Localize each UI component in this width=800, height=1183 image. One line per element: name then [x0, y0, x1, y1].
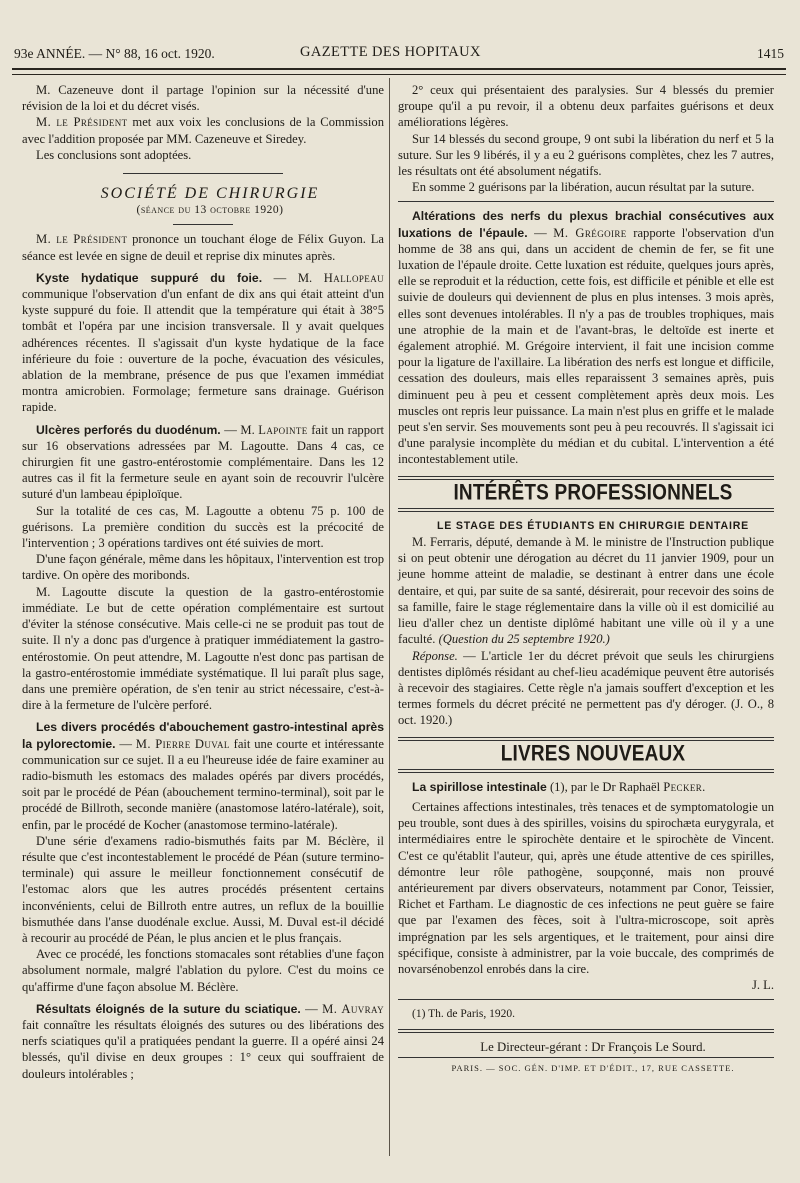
column-divider [389, 78, 390, 1156]
separator-rule [398, 999, 774, 1000]
continued-paragraph-1: 2° ceux qui présentaient des paralysies. Sur 4 blessés du premier groupe qu'il a pu revoir, il a obtenu deux parfaites guérisons et deux améliorations légères. [398, 83, 774, 130]
spiri-paragraph: Certaines affections intestinales, très tenaces et de symptomatologie un peu trouble, sont dues à des spirilles, voisins du spirochæta eurygyrala, et intermédiaires entre le spirochète dentaire et le spirochète de Vincent. C'est ce qu'établit l'auteur, qui, après une étude attentive de ces spirilles, démontre leur rôle pathogène, soupçonné, mais non prouvé antérieurement par divers observateurs, notamment par Conor, Teissier, Richet et Fartham. Le diagnostic de ces infections ne peut guère se faire que par l'examen des fèces, soit à l'ultra-microscope, soit après imprégnation par les sels argentiques, et le traitement, pour ainsi dire spécifique, consiste à administrer, par la voie buccale, des comprimés de novarsénobenzol enrobés dans la cire. [398, 799, 774, 976]
right-column [398, 82, 774, 1076]
page-header [14, 44, 784, 66]
issue-info: 93e ANNÉE. — N° 88, 16 oct. 1920. [14, 46, 215, 61]
header-rule [12, 68, 786, 75]
separator-rule [398, 1057, 774, 1058]
divers-paragraph-2: D'une série d'examens radio-bismuthés faits par M. Béclère, il résulte que c'est incontestablement le procédé de Péan (suture termino-terminale) qui assure le meilleur fonctionnement consécutif de l'estomac alors que les autres procédés présentent certains inconvénients, celui de Billroth entre autres, un reflux de la bouillie bismuthée dans l'anse duodénale exclue. Aussi, M. Duval est-il décidé à recourir au procédé de Péan, le plus ancien et le plus français. [22, 833, 384, 945]
ulceres-paragraph-3: D'une façon générale, même dans les hôpitaux, l'intervention est trop tardive. On opère des moribonds. [22, 552, 384, 583]
gerant-line: Le Directeur-gérant : Dr François Le Sourd. [480, 1039, 706, 1054]
president-paragraph: M. le Président prononce un touchant éloge de Félix Guyon. La séance est levée en signe de deuil et reprise dix minutes après. [22, 232, 384, 263]
section-rule [398, 769, 774, 773]
society-title: SOCIÉTÉ DE CHIRURGIE [100, 185, 320, 203]
section-rule [398, 508, 774, 512]
ulceres-paragraph-2: Sur la totalité de ces cas, M. Lagoutte a obtenu 75 p. 100 de guérisons. La première condition du succès est la précocité de l'intervention ; 3 opérations tardives ont été suivies de mort. [22, 503, 384, 551]
separator-rule [173, 224, 233, 225]
livres-title: LIVRES NOUVEAUX [500, 741, 686, 767]
spiri-signature: J. L. [751, 978, 774, 993]
resultats-paragraph: Résultats éloignés de la suture du sciatique. — M. Auvray fait connaître les résultats éloignés des sutures ou des libérations des nerfs sciatiques qu'il a pratiquées pendant la guerre. Il a opéré ainsi 24 blessés, qu'il divise en deux groupes : 1° ceux qui souffraient de douleurs intolérables ; [22, 1001, 385, 1081]
section-rule [398, 476, 774, 480]
ulceres-title: Ulcères perforés du duodénum. [36, 422, 221, 437]
alterations-paragraph: Altérations des nerfs du plexus brachial consécutives aux luxations de l'épaule. — M. Grégoire rapporte l'observation d'un homme de 38 ans qui, dans un accident de chemin de fer, se fit une luxation de l'épaule droite. Cette luxation est réduite, quelques jours après, elle se reproduit et la réduction, cette fois, est difficile et pénible et elle est suivie de douleurs qui deviennent de plus en plus intenses. 3 mois après, elles sont devenues intolérables. Il n'y a pas de troubles trophiques, mais une atrophie de la main et de l'avant-bras, le deltoïde est inerte et également atrophié. M. Grégoire intervient, il fait une incision comme pour la ligature de l'axillaire. La libération des nerfs est longue et difficile, cessation des douleurs, mais elles reparaissent 3 semaines après, puis diminuent peu à peu et cessent complètement après deux mois. Les muscles ont repris leur puissance. La main n'est plus en griffe et le malade peut s'en servir. Ses mouvements sont peu à peu recouvrés. Il s'agissait ici d'une paralysie incomplète du médian et du cubital. L'intervention a été incontestablement utile. [398, 209, 775, 467]
kyste-paragraph: Kyste hydatique suppuré du foie. — M. Hallopeau communique l'observation d'un enfant de dix ans qui était atteint d'un kyste suppuré du foie. Il attendit que la température qui était à 38°5 tombât et l'opéra par une incision transversale. Il y avait quelques adhérences récentes. Il s'agissait d'un kyste hydatique de la face inférieure du foie : ouverture de la poche, évacuation des vésicules, ablation de la membrane, présence de pus que l'examen immédiat montra amicrobien. Formolage; fermeture sans drainage. Guérison rapide. [22, 270, 384, 415]
page-number: 1415 [757, 46, 784, 61]
reponse-paragraph: Réponse. — L'article 1er du décret prévoit que seuls les chirurgiens dentistes diplômés résidant au chef-lieu académique peuvent être autorisés à recevoir des stagiaires. Cette règle n'a jamais souffert d'exception et les termes formels du décret précité ne permettent pas d'y déroger. (J. O., 8 oct. 1920.) [398, 648, 774, 728]
section-rule [398, 737, 774, 741]
spiri-heading: La spirillose intestinale (1), par le Dr Raphaël Pecker. [412, 779, 706, 794]
ulceres-paragraph: Ulcères perforés du duodénum. — M. Lapointe fait un rapport sur 16 observations adressées par M. Lagoutte. Dans 4 cas, ce chirurgien fit une gastro-entérostomie complémentaire. Dans les 12 autres cas il fit la fermeture seule en ayant soin de recouvrir l'ulcère suturé d'un lambeau épiploïque. [22, 422, 385, 502]
journal-title: GAZETTE DES HOPITAUX [300, 44, 481, 60]
separator-rule [398, 201, 774, 202]
divers-title: Les divers procédés d'abouchement gastro-intestinal après la pylorectomie. [22, 720, 384, 751]
ulceres-paragraph-4: M. Lagoutte discute la question de la gastro-entérostomie immédiate. Le but de cette opération complémentaire est surtout d'éviter la sténose consécutive. Mais celle-ci ne se produit pas tout de suite. Il n'y a donc pas d'urgence à pratiquer immédiatement la gastro-entérostomie. On peut attendre, M. Lagoutte n'est donc pas partisan de la gastro-entérostomie immédiate systématique. Il lui paraît plus sage, dans une première opération, de s'en tenir au strict nécessaire, c'est-à-dire à la fermeture de l'ulcère perforé. [22, 584, 384, 713]
stage-paragraph: M. Ferraris, député, demande à M. le ministre de l'Instruction publique si on peut obtenir une dérogation au décret du 11 janvier 1909, pour un jeune homme atteint de maladie, se destinant à entrer dans une école dentaire, et qui, par suite de sa santé, désirerait, pour recevoir des soins de sa famille, faire le stage réglementaire dans la ville où il est domicilié au lieu d'aller chez un dentiste diplômé habitant une ville où il y a une faculté. (Question du 25 septembre 1920.) [398, 535, 774, 647]
separator-rule [123, 173, 283, 174]
divers-paragraph: Les divers procédés d'abouchement gastro-intestinal après la pylorectomie. — M. Pierre Duval fait une courte et intéressante communication sur ce sujet. Il a eu l'heureuse idée de faire examiner au radio-bismuth les estomacs des malades opérés par divers procédés, soit par le procédé de Péan (abouchement termino-terminal), soit par le procédé de Billroth, seconde manière (anastomose latéro-latérale), soit, enfin, par le procédé de Kocher (anastomose termino-latérale). [22, 720, 384, 832]
intro-paragraph-3: Les conclusions sont adoptées. [36, 147, 192, 162]
continued-paragraph-2: Sur 14 blessés du second groupe, 9 ont subi la libération du nerf et 5 la suture. Sur les 9 libérés, il y a eu 2 guérisons complètes, chez les 7 autres, les résultats ont été absolument négatifs. [398, 131, 774, 179]
left-column [22, 82, 384, 1082]
intro-paragraph-1: M. Cazeneuve dont il partage l'opinion sur la nécessité d'une révision de la loi et du décret visés. [22, 83, 384, 114]
continued-paragraph-3: En somme 2 guérisons par la libération, aucun résultat par la suture. [412, 180, 755, 195]
alterations-title: Altérations des nerfs du plexus brachial consécutives aux luxations de l'épaule. [398, 209, 774, 240]
interets-title: INTÉRÊTS PROFESSIONNELS [453, 481, 733, 506]
section-rule [398, 1029, 774, 1033]
footnote: (1) Th. de Paris, 1920. [412, 1008, 515, 1021]
resultats-title: Résultats éloignés de la suture du sciatique. [36, 1001, 301, 1016]
society-session: (séance du 13 octobre 1920) [136, 204, 284, 217]
printer-line: PARIS. — SOC. GÉN. D'IMP. ET D'ÉDIT., 17, RUE CASSETTE. [451, 1062, 735, 1073]
divers-paragraph-3: Avec ce procédé, les fonctions stomacales sont rétablies d'une façon absolument normale, malgré l'ablation du pylore. C'est du moins ce qu'affirme d'une façon absolue M. Béclère. [22, 947, 384, 994]
intro-paragraph-2: M. le Président met aux voix les conclusions de la Commission avec l'addition proposée par MM. Cazeneuve et Siredey. [22, 115, 384, 146]
stage-title: LE STAGE DES ÉTUDIANTS EN CHIRURGIE DENTAIRE [436, 519, 750, 532]
kyste-title: Kyste hydatique suppuré du foie. [36, 270, 263, 285]
